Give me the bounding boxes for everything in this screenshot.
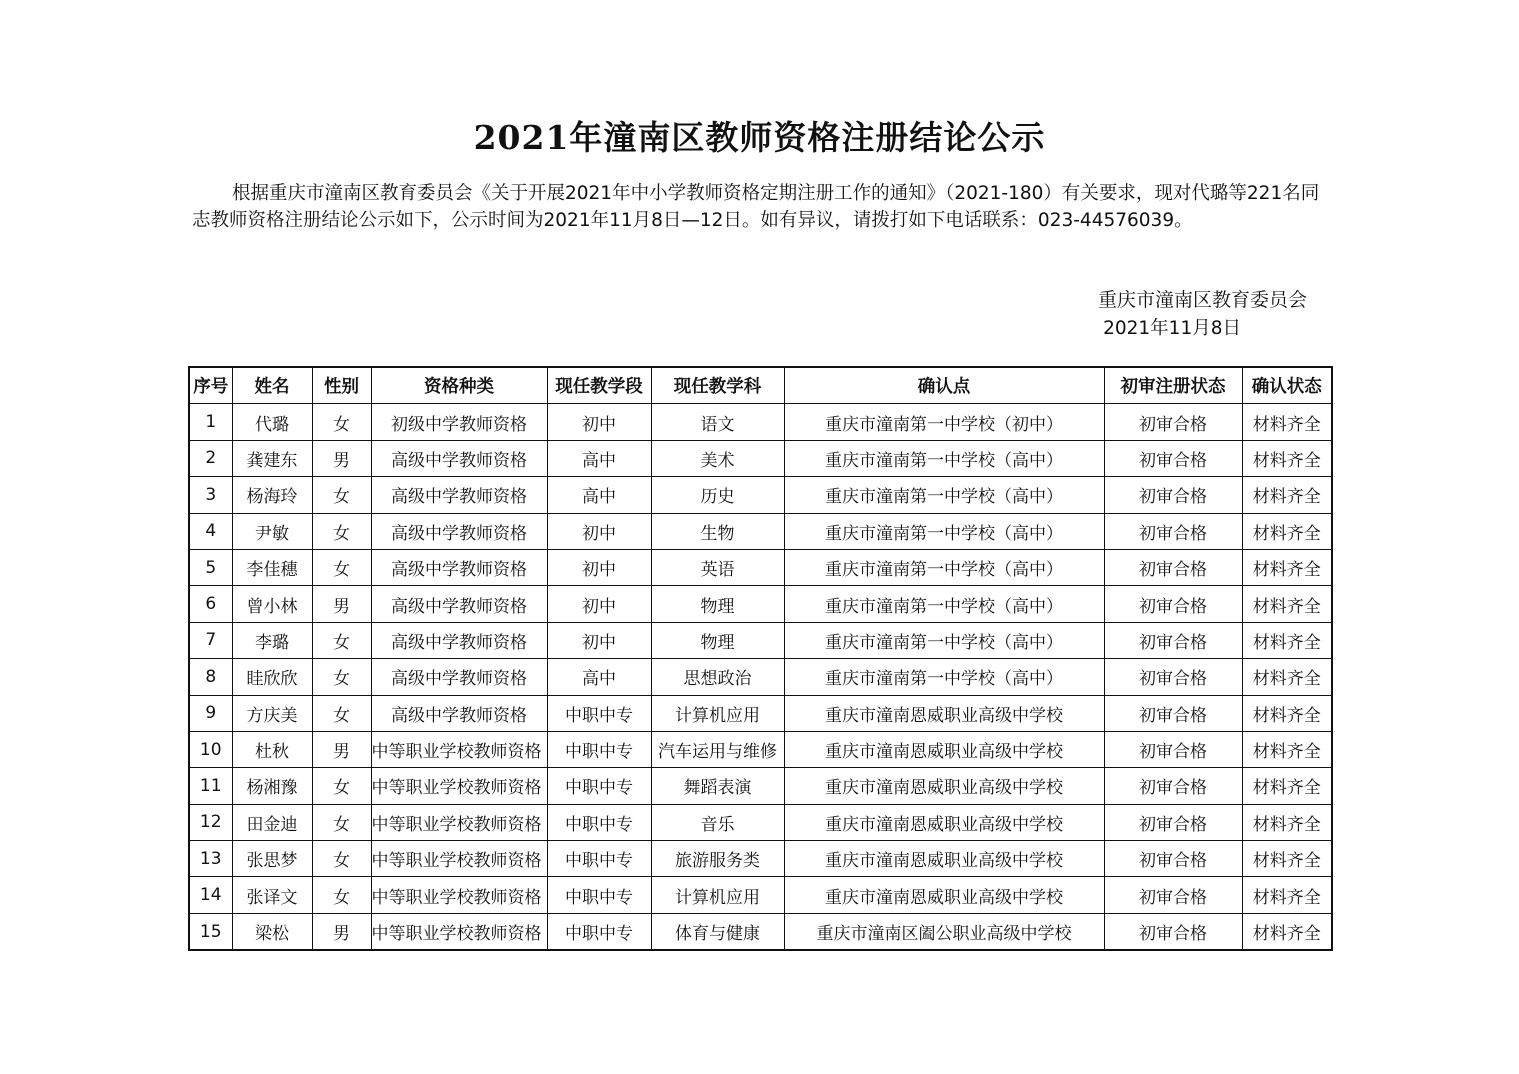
cell-confirm-point: 重庆市潼南第一中学校（高中）	[784, 586, 1104, 622]
cell-gender: 女	[312, 804, 371, 840]
cell-gender: 男	[312, 586, 371, 622]
cell-name: 梁松	[232, 913, 312, 950]
header-row	[189, 367, 1332, 404]
cell-index: 4	[189, 513, 232, 549]
col-header-confirm-point: 确认点	[784, 367, 1104, 404]
cell-subject: 计算机应用	[651, 877, 784, 913]
cell-confirm-status: 材料齐全	[1242, 404, 1332, 440]
cell-subject: 舞蹈表演	[651, 768, 784, 804]
cell-confirm-point: 重庆市潼南第一中学校（高中）	[784, 549, 1104, 585]
cell-confirm-point: 重庆市潼南第一中学校（高中）	[784, 440, 1104, 476]
cell-index: 10	[189, 731, 232, 767]
cell-name: 杨海玲	[232, 477, 312, 513]
cell-subject: 美术	[651, 440, 784, 476]
table-row	[189, 549, 1332, 585]
cell-stage: 高中	[547, 440, 651, 476]
cell-confirm-point: 重庆市潼南区阖公职业高级中学校	[784, 913, 1104, 950]
table-row	[189, 877, 1332, 913]
cell-stage: 高中	[547, 659, 651, 695]
cell-subject: 思想政治	[651, 659, 784, 695]
cell-qualification: 中等职业学校教师资格	[371, 841, 547, 877]
table-row	[189, 659, 1332, 695]
cell-index: 14	[189, 877, 232, 913]
cell-qualification: 中等职业学校教师资格	[371, 804, 547, 840]
cell-subject: 历史	[651, 477, 784, 513]
cell-confirm-status: 材料齐全	[1242, 768, 1332, 804]
cell-confirm-point: 重庆市潼南第一中学校（高中）	[784, 477, 1104, 513]
cell-review-status: 初审合格	[1104, 731, 1242, 767]
cell-confirm-point: 重庆市潼南第一中学校（高中）	[784, 622, 1104, 658]
cell-subject: 英语	[651, 549, 784, 585]
cell-gender: 女	[312, 404, 371, 440]
cell-index: 7	[189, 622, 232, 658]
cell-confirm-point: 重庆市潼南恩威职业高级中学校	[784, 877, 1104, 913]
table-row	[189, 841, 1332, 877]
cell-review-status: 初审合格	[1104, 477, 1242, 513]
col-header-index: 序号	[189, 367, 232, 404]
cell-name: 方庆美	[232, 695, 312, 731]
signature-date: 2021年11月8日	[1103, 318, 1241, 339]
table-header	[189, 367, 1332, 404]
col-header-confirm-status: 确认状态	[1242, 367, 1332, 404]
cell-gender: 男	[312, 731, 371, 767]
cell-confirm-point: 重庆市潼南恩威职业高级中学校	[784, 695, 1104, 731]
col-header-name: 姓名	[232, 367, 312, 404]
page-title: 2021年潼南区教师资格注册结论公示	[473, 118, 1046, 157]
cell-qualification: 高级中学教师资格	[371, 622, 547, 658]
table-row	[189, 404, 1332, 440]
table-row	[189, 731, 1332, 767]
cell-review-status: 初审合格	[1104, 404, 1242, 440]
table-row	[189, 768, 1332, 804]
cell-stage: 初中	[547, 549, 651, 585]
col-header-stage: 现任教学段	[547, 367, 651, 404]
cell-review-status: 初审合格	[1104, 913, 1242, 950]
cell-name: 曾小林	[232, 586, 312, 622]
col-header-review-status: 初审注册状态	[1104, 367, 1242, 404]
table-row	[189, 586, 1332, 622]
cell-gender: 男	[312, 913, 371, 950]
table-row	[189, 477, 1332, 513]
cell-qualification: 高级中学教师资格	[371, 477, 547, 513]
cell-stage: 中职中专	[547, 768, 651, 804]
cell-index: 15	[189, 913, 232, 950]
cell-review-status: 初审合格	[1104, 768, 1242, 804]
cell-gender: 女	[312, 477, 371, 513]
cell-confirm-status: 材料齐全	[1242, 513, 1332, 549]
cell-stage: 中职中专	[547, 913, 651, 950]
cell-name: 李璐	[232, 622, 312, 658]
cell-subject: 物理	[651, 622, 784, 658]
cell-confirm-status: 材料齐全	[1242, 695, 1332, 731]
cell-review-status: 初审合格	[1104, 622, 1242, 658]
cell-confirm-point: 重庆市潼南恩威职业高级中学校	[784, 768, 1104, 804]
cell-confirm-point: 重庆市潼南恩威职业高级中学校	[784, 841, 1104, 877]
cell-name: 眭欣欣	[232, 659, 312, 695]
cell-gender: 女	[312, 695, 371, 731]
cell-name: 田金迪	[232, 804, 312, 840]
cell-review-status: 初审合格	[1104, 877, 1242, 913]
cell-index: 13	[189, 841, 232, 877]
registration-table	[188, 366, 1333, 951]
cell-gender: 男	[312, 440, 371, 476]
col-header-gender: 性别	[312, 367, 371, 404]
cell-stage: 中职中专	[547, 841, 651, 877]
cell-index: 6	[189, 586, 232, 622]
cell-review-status: 初审合格	[1104, 440, 1242, 476]
cell-gender: 女	[312, 659, 371, 695]
cell-confirm-status: 材料齐全	[1242, 549, 1332, 585]
cell-subject: 语文	[651, 404, 784, 440]
cell-gender: 女	[312, 622, 371, 658]
cell-qualification: 高级中学教师资格	[371, 549, 547, 585]
cell-gender: 女	[312, 768, 371, 804]
table-body	[189, 404, 1332, 950]
cell-qualification: 中等职业学校教师资格	[371, 731, 547, 767]
cell-stage: 初中	[547, 586, 651, 622]
cell-confirm-point: 重庆市潼南第一中学校（高中）	[784, 659, 1104, 695]
cell-gender: 女	[312, 877, 371, 913]
cell-confirm-point: 重庆市潼南第一中学校（高中）	[784, 513, 1104, 549]
cell-confirm-status: 材料齐全	[1242, 622, 1332, 658]
cell-index: 2	[189, 440, 232, 476]
cell-index: 12	[189, 804, 232, 840]
cell-name: 李佳穗	[232, 549, 312, 585]
cell-name: 杨湘豫	[232, 768, 312, 804]
cell-name: 龚建东	[232, 440, 312, 476]
cell-stage: 初中	[547, 622, 651, 658]
cell-stage: 中职中专	[547, 804, 651, 840]
cell-subject: 物理	[651, 586, 784, 622]
table-row	[189, 440, 1332, 476]
cell-subject: 生物	[651, 513, 784, 549]
cell-index: 8	[189, 659, 232, 695]
cell-confirm-point: 重庆市潼南第一中学校（初中）	[784, 404, 1104, 440]
cell-index: 3	[189, 477, 232, 513]
cell-subject: 汽车运用与维修	[651, 731, 784, 767]
cell-index: 1	[189, 404, 232, 440]
cell-name: 张译文	[232, 877, 312, 913]
cell-gender: 女	[312, 841, 371, 877]
cell-confirm-point: 重庆市潼南恩威职业高级中学校	[784, 731, 1104, 767]
cell-index: 5	[189, 549, 232, 585]
cell-index: 11	[189, 768, 232, 804]
cell-stage: 初中	[547, 404, 651, 440]
signature-org: 重庆市潼南区教育委员会	[1097, 289, 1307, 311]
cell-review-status: 初审合格	[1104, 804, 1242, 840]
cell-qualification: 中等职业学校教师资格	[371, 877, 547, 913]
cell-qualification: 中等职业学校教师资格	[371, 768, 547, 804]
cell-review-status: 初审合格	[1104, 659, 1242, 695]
cell-subject: 体育与健康	[651, 913, 784, 950]
cell-stage: 初中	[547, 513, 651, 549]
table-row	[189, 513, 1332, 549]
cell-stage: 高中	[547, 477, 651, 513]
table-row	[189, 695, 1332, 731]
cell-review-status: 初审合格	[1104, 586, 1242, 622]
cell-confirm-status: 材料齐全	[1242, 841, 1332, 877]
cell-qualification: 高级中学教师资格	[371, 513, 547, 549]
cell-review-status: 初审合格	[1104, 841, 1242, 877]
cell-subject: 音乐	[651, 804, 784, 840]
cell-subject: 旅游服务类	[651, 841, 784, 877]
cell-review-status: 初审合格	[1104, 549, 1242, 585]
col-header-qualification: 资格种类	[371, 367, 547, 404]
cell-qualification: 中等职业学校教师资格	[371, 913, 547, 950]
cell-confirm-status: 材料齐全	[1242, 586, 1332, 622]
cell-review-status: 初审合格	[1104, 513, 1242, 549]
cell-confirm-status: 材料齐全	[1242, 440, 1332, 476]
col-header-subject: 现任教学科	[651, 367, 784, 404]
cell-stage: 中职中专	[547, 731, 651, 767]
cell-name: 张思梦	[232, 841, 312, 877]
cell-confirm-status: 材料齐全	[1242, 731, 1332, 767]
cell-confirm-status: 材料齐全	[1242, 877, 1332, 913]
cell-gender: 女	[312, 549, 371, 585]
cell-name: 杜秋	[232, 731, 312, 767]
cell-subject: 计算机应用	[651, 695, 784, 731]
cell-qualification: 高级中学教师资格	[371, 586, 547, 622]
cell-review-status: 初审合格	[1104, 695, 1242, 731]
table-row	[189, 622, 1332, 658]
cell-confirm-status: 材料齐全	[1242, 913, 1332, 950]
cell-name: 代璐	[232, 404, 312, 440]
notice-paragraph: 根据重庆市潼南区教育委员会《关于开展2021年中小学教师资格定期注册工作的通知》（2021-180）有关要求，现对代璐等221名同志教师资格注册结论公示如下，公示时间为2021年11月8日—12日。如有异议，请拨打如下电话联系：023-44576039。	[192, 183, 1320, 231]
cell-confirm-point: 重庆市潼南恩威职业高级中学校	[784, 804, 1104, 840]
cell-confirm-status: 材料齐全	[1242, 477, 1332, 513]
cell-stage: 中职中专	[547, 695, 651, 731]
cell-confirm-status: 材料齐全	[1242, 659, 1332, 695]
cell-name: 尹敏	[232, 513, 312, 549]
table-row	[189, 804, 1332, 840]
cell-qualification: 初级中学教师资格	[371, 404, 547, 440]
cell-gender: 女	[312, 513, 371, 549]
cell-stage: 中职中专	[547, 877, 651, 913]
cell-qualification: 高级中学教师资格	[371, 695, 547, 731]
cell-qualification: 高级中学教师资格	[371, 659, 547, 695]
table-row	[189, 913, 1332, 950]
cell-confirm-status: 材料齐全	[1242, 804, 1332, 840]
cell-qualification: 高级中学教师资格	[371, 440, 547, 476]
cell-index: 9	[189, 695, 232, 731]
